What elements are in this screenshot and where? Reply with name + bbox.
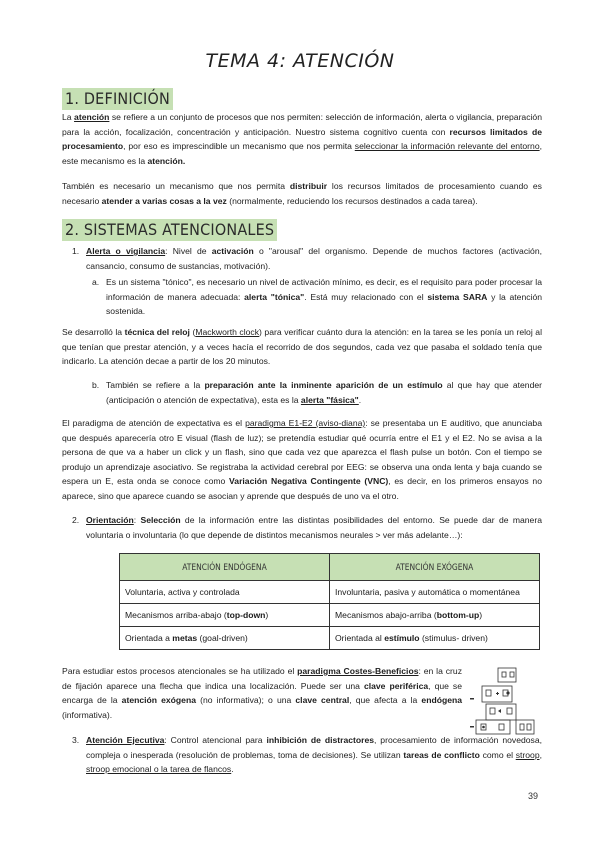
term-metas: metas	[172, 633, 198, 643]
table-header-endogena: ATENCIÓN ENDÓGENA	[120, 554, 330, 581]
text: También es necesario un mecanismo que nos permita	[62, 181, 290, 191]
text: o "arousal" del organismo. Depende de muchos factores (activación, cansancio, consumo de sustancias, motivación).	[86, 246, 542, 271]
table-row	[120, 627, 540, 650]
figure-target	[506, 691, 509, 694]
figure-box	[499, 724, 504, 730]
term-endogena: endógena	[421, 695, 463, 706]
table-cell: Voluntaria, activa y controlada	[120, 581, 330, 604]
text: , por eso es imprescindible un mecanismo que nos permita	[123, 141, 355, 152]
list-letter-a: a.	[92, 277, 100, 287]
list-item-orientacion	[86, 513, 542, 542]
paragraph-e1-e2	[62, 416, 542, 504]
list-number-3: 3.	[72, 735, 80, 745]
text: : se presentaba un E auditivo, que anunciaba que después aparecería otro E visual (flash de luz); se pretendía estudiar qué ocurría entre el E1 y el E2. No se avisa a la persona de que va a haber un click y un flash, sino que cada vez que aparezca el flash pulse un botón. Con el tiempo se produjo un aprendizaje asociativo. Se registraba la actividad cerebral por EEG: se observa una onda lenta y baja cuando se espera un E, esta onda se conoce como	[62, 418, 542, 487]
paragraph-reloj	[62, 325, 542, 369]
text: Mecanismos arriba-abajo (	[125, 610, 227, 620]
term-distribuir: distribuir	[289, 181, 328, 191]
figure-cross	[497, 692, 498, 695]
list-item-fasica	[106, 378, 542, 407]
text: , es decir, en los primeros ensayos no aparece, sino que aparece cuando se asocian y aprende que después de uno va el otro.	[62, 476, 542, 501]
text: .	[358, 394, 362, 405]
text: : Nivel de	[165, 246, 212, 256]
text: (normalmente, reduciendo los recursos destinados a cada tarea).	[226, 195, 478, 206]
figure-box	[490, 708, 495, 714]
table-cell	[120, 604, 330, 627]
text: .	[231, 764, 234, 775]
term-seleccion: Selección	[140, 515, 181, 525]
text: . Está muy relacionado con el	[304, 291, 428, 302]
term-preparacion: preparación ante la inminente aparición de un estímulo	[204, 380, 443, 390]
term-tareas-conflicto: tareas de conflicto	[403, 749, 480, 760]
figure-box	[507, 708, 512, 714]
paragraph-definicion-1	[62, 110, 542, 168]
list-letter-b: b.	[92, 380, 100, 390]
text: se refiere a un conjunto de procesos que nos permiten: selección de información, alerta o vigilancia, preparación para la acción, focalización, concentración y anticipación. Nuestro sistema cognitivo cuenta con	[62, 112, 542, 137]
text: El paradigma de atención de expectativa es el	[62, 418, 246, 428]
underlined-paradigma-e1e2: paradigma E1-E2 (aviso-diana)	[245, 418, 366, 428]
text: )	[479, 610, 483, 620]
section-heading-sistemas: 2. SISTEMAS ATENCIONALES	[62, 219, 277, 241]
section-heading-definicion: 1. DEFINICIÓN	[62, 88, 173, 110]
table-cell	[330, 604, 540, 627]
table-header-exogena: ATENCIÓN EXÓGENA	[330, 554, 540, 581]
text: : en la cruz de fijación aparece una flecha que indica una localización. Puede ser una	[62, 666, 462, 691]
text: ) para verificar cuánto dura la atención: en la tarea se les ponía un reloj al que tenían que prestar atención, y a veces hacía el recorrido de dos segundos, cada vez que pasaba el soldado tenía que indicarlo. La atención decae a partir de los 20 minutos.	[62, 327, 542, 367]
underlined-mackworth: Mackworth clock	[195, 327, 260, 337]
table-cell: Involuntaria, pasiva y automática o momentánea	[330, 581, 540, 604]
term-alerta-fasica: alerta "fásica"	[300, 394, 359, 405]
text: al que hay que atender (anticipación o atención de expectativa), esta es la	[106, 380, 543, 405]
text: (stimulus- driven)	[419, 633, 488, 643]
term-inhibicion: inhibición de distractores	[266, 735, 375, 745]
text: (no informativa); o una	[196, 695, 296, 706]
table-cell	[120, 627, 330, 650]
text: )	[265, 610, 269, 620]
text: como el	[479, 749, 516, 760]
list-item-alerta	[86, 244, 542, 273]
term-paradigma-costes: paradigma Costes-Beneficios	[297, 666, 419, 676]
text: Orientada al	[335, 633, 385, 643]
term-atencion-exogena: atención exógena	[121, 695, 196, 706]
term-activacion: activación	[211, 246, 254, 256]
term-clave-periferica: clave periférica	[363, 680, 429, 691]
text: Mecanismos abajo-arriba (	[335, 610, 437, 620]
underlined-seleccionar: seleccionar la información relevante del entorno	[354, 141, 540, 152]
page-number: 39	[528, 791, 539, 801]
text: , procesamiento de información novedosa, compleja o inesperada (resolución de problemas, toma de decisiones). Se utilizan	[86, 735, 542, 760]
term-top-down: top-down	[226, 610, 266, 620]
term-bottom-up: bottom-up	[436, 610, 480, 620]
table-cell	[330, 627, 540, 650]
term-orientacion: Orientación	[86, 515, 134, 525]
figure-frame-1	[498, 668, 516, 682]
text: Orientada a	[125, 633, 173, 643]
text: (informativa).	[62, 709, 113, 720]
text: (goal-driven)	[197, 633, 248, 643]
text: los recursos limitados de procesamiento cuando es necesario	[62, 181, 542, 206]
term-recursos-limitados: recursos limitados de procesamiento	[62, 126, 542, 152]
figure-box	[520, 724, 524, 730]
paragraph-costes-beneficios	[62, 664, 462, 722]
figure-box	[510, 672, 514, 677]
list-number-2: 2.	[72, 515, 80, 525]
term-atencion-2: atención.	[147, 155, 186, 166]
figure-mark	[470, 698, 474, 700]
text: También se refiere a la	[106, 380, 205, 390]
underlined-stroop: stroop, stroop emocional o la tarea de flancos	[86, 749, 542, 775]
term-alerta-tonica: alerta "tónica"	[244, 291, 305, 302]
paragraph-definicion-2	[62, 179, 542, 208]
term-clave-central: clave central	[295, 695, 350, 706]
figure-arrow	[498, 709, 501, 713]
term-atender-varias: atender a varias cosas a la vez	[101, 195, 227, 206]
text: Es un sistema "tónico", es necesario un nivel de activación mínimo, es decir, es el requisito para poder procesar la información de manera adecuada:	[106, 277, 542, 302]
list-item-tonico	[106, 275, 542, 319]
text: , que afecta a la	[349, 695, 422, 706]
figure-box	[527, 724, 531, 730]
figure-box	[486, 690, 491, 696]
text: , que se encarga de la	[62, 680, 462, 706]
term-sistema-sara: sistema SARA	[427, 291, 488, 302]
list-item-atencion-ejecutiva	[86, 733, 542, 777]
text: La	[62, 112, 75, 122]
text: , este mecanismo es la	[62, 141, 542, 166]
text: de la información entre las distintas posibilidades del entorno. Se puede dar de manera voluntaria o involuntaria (lo que depende de distintos mecanismos neurales > ver más adelante…):	[86, 515, 542, 540]
page-title: TEMA 4: ATENCIÓN	[205, 50, 395, 72]
figure-mark	[470, 726, 474, 728]
text: Para estudiar estos procesos atencionales se ha utilizado el	[62, 666, 298, 676]
table-row	[120, 604, 540, 627]
figure-target	[482, 726, 485, 729]
text: Se desarrolló la	[62, 327, 125, 337]
term-vnc: Variación Negativa Contingente (VNC)	[229, 476, 389, 487]
text: : Control atencional para	[164, 735, 267, 745]
text: :	[133, 515, 141, 525]
term-alerta-vigilancia: Alerta o vigilancia	[86, 246, 166, 256]
term-tecnica-reloj: técnica del reloj	[124, 327, 190, 337]
term-estimulo: estímulo	[384, 633, 420, 643]
figure-box	[502, 672, 506, 677]
posner-cueing-figure	[468, 664, 540, 740]
list-number-1: 1.	[72, 246, 80, 256]
text: (	[189, 327, 196, 337]
term-atencion-ejecutiva: Atención Ejecutiva	[86, 735, 165, 745]
text: y la atención sostenida.	[106, 291, 543, 317]
attention-table	[119, 553, 540, 650]
table-header-row	[120, 554, 540, 581]
term-atencion: atención	[74, 112, 110, 122]
table-row	[120, 581, 540, 604]
